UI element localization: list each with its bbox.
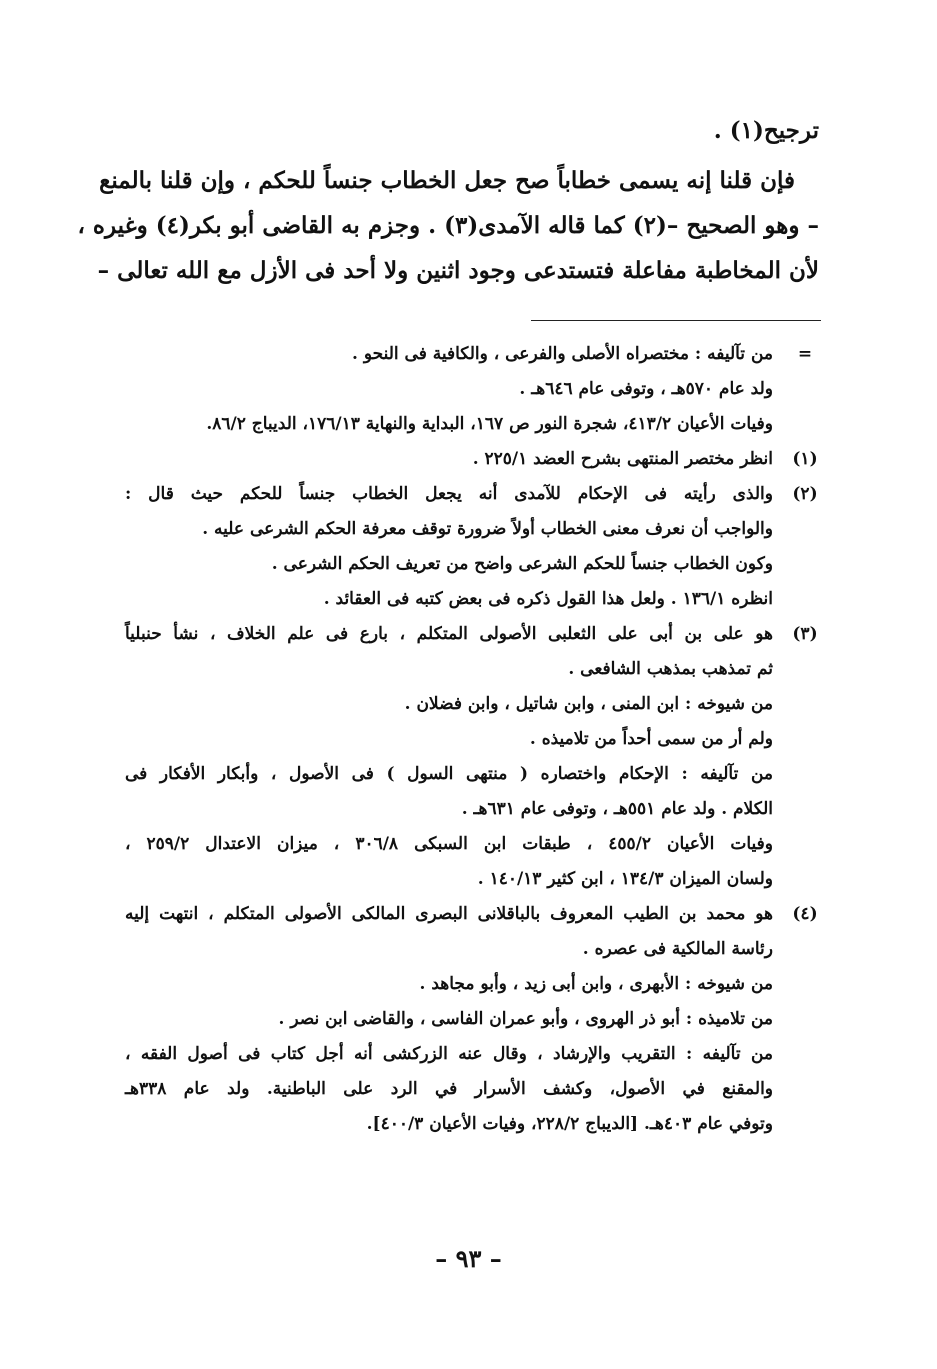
footnote-1 (125, 442, 825, 477)
footnote-2 (125, 477, 825, 617)
main-text-line: ترجيح(١) . (713, 117, 819, 144)
footnote-line: هو محمد بن الطيب المعروف بالباقلانى البصرى المالكى الأصولى المتكلم ، انتهت إليه (125, 904, 773, 924)
footnote-line: رئاسة المالكية فى عصره . (582, 939, 773, 959)
footnote-marker: = (797, 344, 813, 364)
footnote-line: وكون الخطاب جنساً للحكم الشرعى واضح من تعريف الحكم الشرعى . (271, 554, 773, 574)
main-text-line: – وهو الصحيح –(٢) كما قاله الآمدى(٣) . وجزم به القاضى أبو بكر(٤) وغيره ، (77, 212, 819, 239)
page-number: – ٩٣ – (435, 1244, 502, 1273)
footnote-line: وفيات الأعيان ٤١٣/٢، شجرة النور ص ١٦٧، البداية والنهاية ١٧٦/١٣، الديباج ٨٦/٢. (206, 414, 773, 434)
footnote-line: من تلاميذه : أبو ذر الهروى ، وأبو عمران الفاسى ، والقاضى ابن نصر . (278, 1009, 773, 1029)
footnote-line: الكلام . ولد عام ٥٥١هـ ، وتوفى عام ٦٣١هـ . (461, 799, 773, 819)
main-text-line: لأن المخاطبة مفاعلة فتستدعى وجود اثنين ولا أحد فى الأزل مع الله تعالى – (97, 257, 819, 284)
footnote-line: ولد عام ٥٧٠هـ ، وتوفى عام ٦٤٦هـ . (519, 379, 773, 399)
main-text-line: فإن قلنا إنه يسمى خطاباً صح جعل الخطاب جنساً للحكم ، وإن قلنا بالمنع (99, 167, 795, 194)
footnote-continued (125, 337, 825, 442)
footnote-line: وتوفي عام ٤٠٣هـ. [الديباج ٢٢٨/٢، وفيات الأعيان ٤٠٠/٣]. (366, 1114, 773, 1134)
footnote-marker: (٢) (792, 484, 818, 504)
footnote-line: وفيات الأعيان ٤٥٥/٢ ، طبقات ابن السبكى ٣٠٦/٨ ، ميزان الاعتدال ٢٥٩/٢ ، (125, 834, 774, 854)
footnote-marker: (٤) (792, 904, 818, 924)
footnotes (125, 337, 825, 1142)
footnote-line: من شيوخه : ابن المنى ، وابن شاتيل ، وابن فضلان . (404, 694, 773, 714)
footnote-line: من شيوخه : الأبهرى ، وابن أبى زيد ، وأبو مجاهد . (419, 974, 773, 994)
footnote-line: والواجب أن نعرف معنى الخطاب أولاً ضرورة توقف معرفة الحكم الشرعى عليه . (202, 519, 773, 539)
footnote-marker: (٣) (792, 624, 818, 644)
footnote-line: من تآليفه : التقريب والإرشاد ، وقال عنه الزركشى أنه أجل كتاب فى أصول الفقه ، (125, 1044, 773, 1064)
footnote-separator (531, 320, 821, 321)
footnote-line: والمقنع في الأصول، وكشف الأسرار في الرد على الباطنية. ولد عام ٣٣٨هـ (125, 1079, 773, 1099)
footnote-line: ثم تمذهب بمذهب الشافعى . (568, 659, 773, 679)
footnote-line: انظر مختصر المنتهى بشرح العضد ٢٢٥/١ . (472, 449, 773, 469)
footnote-3 (125, 617, 825, 897)
footnote-marker: (١) (792, 449, 818, 469)
footnote-4 (125, 897, 825, 1142)
footnote-line: هو على بن أبى على الثعلبى الأصولى المتكلم ، بارع فى علم الخلاف ، نشأ حنبلياً (125, 624, 773, 644)
footnote-line: من تآليفه : الإحكام واختصاره ( منتهى السول ) فى الأصول ، وأبكار الأفكار فى (125, 764, 773, 784)
main-text (77, 108, 819, 293)
footnote-line: ولسان الميزان ١٣٤/٣ ، ابن كثير ١٤٠/١٣ . (477, 869, 773, 889)
footnote-line: انظره ١٣٦/١ . ولعل هذا القول ذكره فى بعض كتبه فى العقائد . (323, 589, 773, 609)
footnote-line: من تآليفه : مختصراه الأصلى والفرعى ، والكافية فى النحو . (352, 344, 773, 364)
footnote-line: والذى رأيته فى الإحكام للآمدى أنه يجعل الخطاب جنساً للحكم حيث قال : (125, 484, 773, 504)
footnote-line: ولم أر من سمى أحداً من تلاميذه . (529, 729, 773, 749)
